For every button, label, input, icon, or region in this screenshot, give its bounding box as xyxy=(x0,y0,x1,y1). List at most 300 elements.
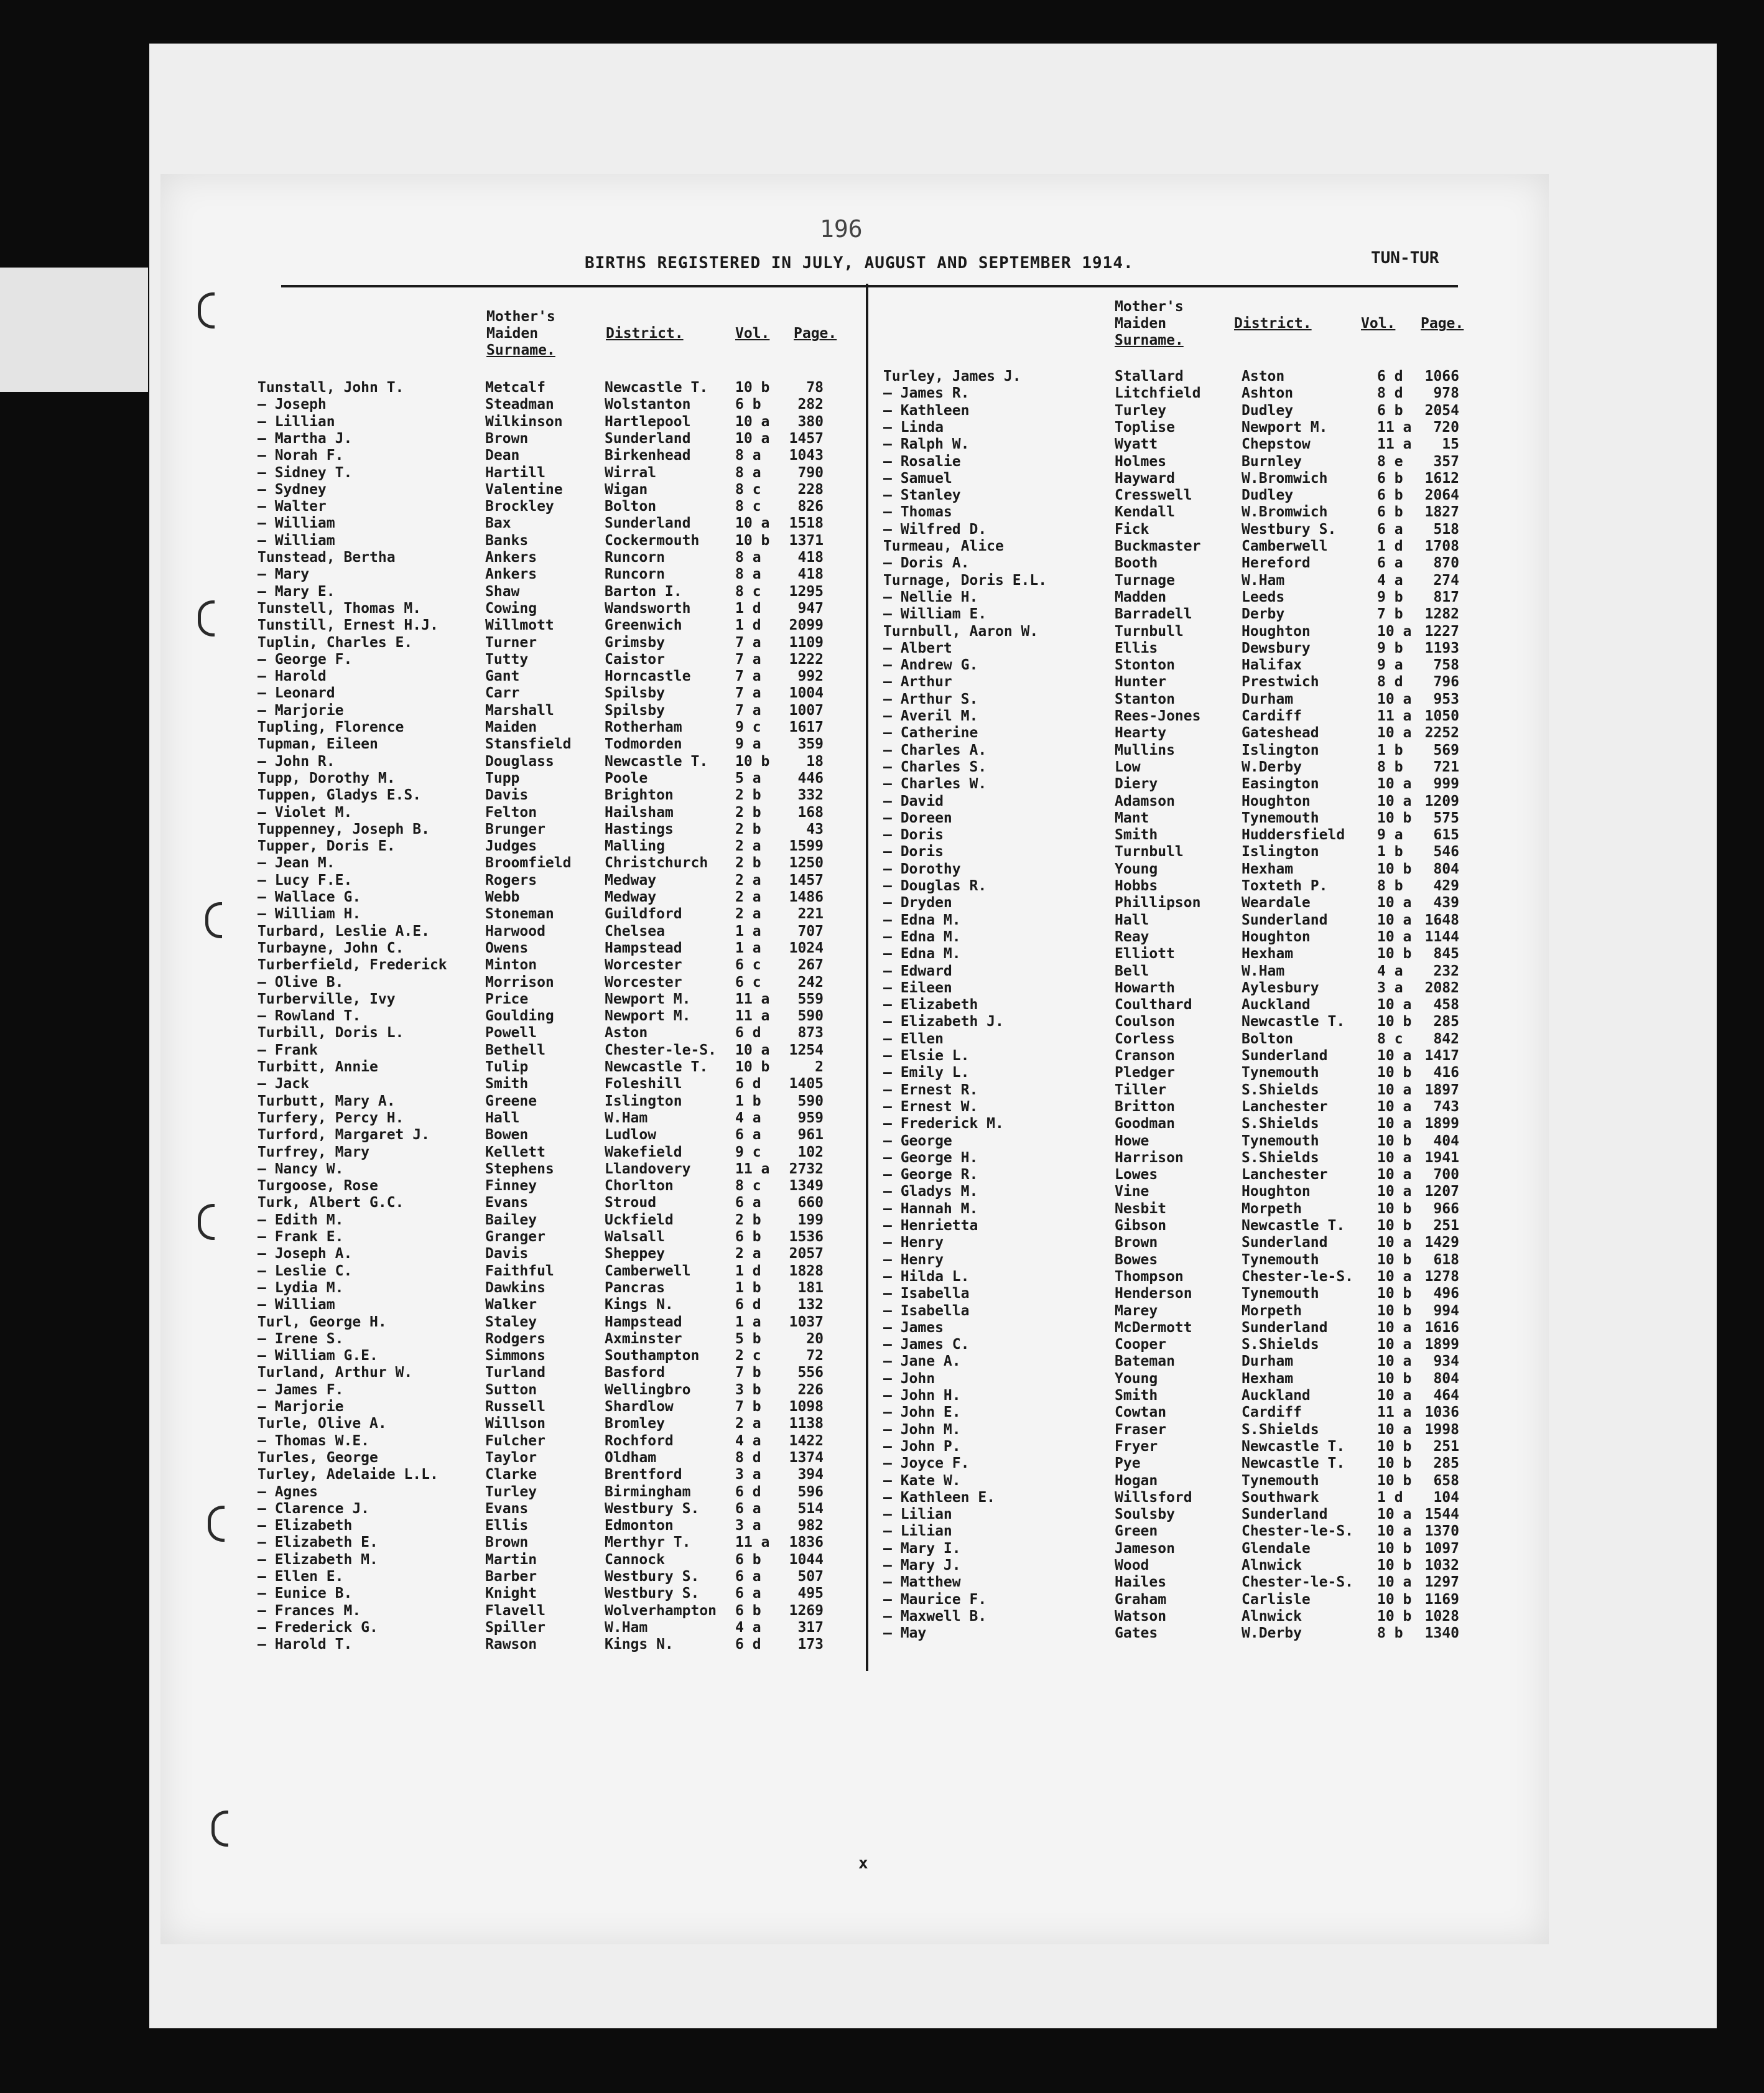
entry-page: 251 xyxy=(1433,1218,1459,1234)
entry-maiden-surname: Watson xyxy=(1115,1608,1167,1625)
entry-page: 1138 xyxy=(789,1415,824,1432)
entry-vol: 4 a xyxy=(735,1620,761,1636)
entry-vol: 10 a xyxy=(735,431,770,447)
header-line: Surname. xyxy=(1115,332,1184,348)
entry-district: Todmorden xyxy=(605,736,682,752)
entry-page: 199 xyxy=(797,1212,824,1228)
page-number: 196 xyxy=(820,215,863,243)
entry-district: W.Ham xyxy=(1242,572,1285,589)
entry-district: Tynemouth xyxy=(1242,810,1319,826)
entry-name: — Kathleen xyxy=(883,403,970,419)
entry-vol: 10 b xyxy=(1377,1473,1412,1489)
entry-district: W.Derby xyxy=(1242,1625,1302,1641)
entry-name: — Frederick M. xyxy=(883,1116,1004,1132)
entry-district: Islington xyxy=(605,1093,682,1109)
entry-district: Medway xyxy=(605,872,657,888)
entry-page: 1007 xyxy=(789,702,824,719)
entry-district: Grimsby xyxy=(605,635,665,651)
entry-name: — John R. xyxy=(258,753,335,770)
entry-name: — Jane A. xyxy=(883,1353,961,1369)
entry-maiden-surname: Vine xyxy=(1115,1183,1149,1200)
entry-district: Hailsham xyxy=(605,804,674,821)
entry-name: Turberville, Ivy xyxy=(258,991,396,1007)
entry-maiden-surname: Willson xyxy=(485,1415,545,1432)
entry-district: Christchurch xyxy=(605,855,708,871)
entry-district: Chester-le-S. xyxy=(1242,1269,1354,1285)
entry-vol: 8 c xyxy=(735,482,761,498)
entry-page: 870 xyxy=(1433,555,1459,571)
entry-name: — Joseph A. xyxy=(258,1246,353,1262)
entry-district: Rochford xyxy=(605,1433,674,1449)
entry-vol: 5 b xyxy=(735,1331,761,1347)
entry-district: Durham xyxy=(1242,691,1294,707)
entry-maiden-surname: Lowes xyxy=(1115,1167,1158,1183)
entry-name: — William H. xyxy=(258,906,361,922)
entry-maiden-surname: Dean xyxy=(485,447,520,464)
entry-name: — Edith M. xyxy=(258,1212,344,1228)
entry-district: Worcester xyxy=(605,957,682,973)
entry-name: — James C. xyxy=(883,1336,970,1353)
entry-page: 947 xyxy=(797,600,824,617)
entry-vol: 10 b xyxy=(1377,1608,1412,1625)
entry-maiden-surname: Hearty xyxy=(1115,725,1167,741)
entry-maiden-surname: Metcalf xyxy=(485,380,545,396)
entry-district: Durham xyxy=(1242,1353,1294,1369)
entry-vol: 10 a xyxy=(1377,912,1412,928)
entry-district: W.Ham xyxy=(1242,963,1285,979)
entry-maiden-surname: Smith xyxy=(1115,827,1158,843)
entry-page: 43 xyxy=(806,821,824,837)
entry-name: — George xyxy=(883,1133,952,1149)
entry-name: Turl, George H. xyxy=(258,1314,387,1330)
entry-page: 1405 xyxy=(789,1076,824,1092)
entry-maiden-surname: Flavell xyxy=(485,1603,545,1619)
entry-name: — Marjorie xyxy=(258,702,344,719)
entry-name: — Dorothy xyxy=(883,861,961,877)
entry-vol: 6 a xyxy=(735,1569,761,1585)
header-mothers-maiden-surname xyxy=(1115,299,1184,349)
entry-page: 232 xyxy=(1433,963,1459,979)
entry-vol: 10 a xyxy=(1377,1269,1412,1285)
entry-vol: 10 b xyxy=(1377,810,1412,826)
entry-district: Llandovery xyxy=(605,1161,691,1177)
entry-district: Wellingbro xyxy=(605,1382,691,1398)
entry-district: Burnley xyxy=(1242,454,1302,470)
entry-maiden-surname: Owens xyxy=(485,940,529,956)
entry-maiden-surname: Morrison xyxy=(485,974,554,991)
entry-maiden-surname: Judges xyxy=(485,838,537,854)
entry-maiden-surname: Taylor xyxy=(485,1450,537,1466)
entry-page: 181 xyxy=(797,1280,824,1296)
entry-vol: 10 b xyxy=(1377,1201,1412,1217)
entry-page: 1536 xyxy=(789,1229,824,1245)
entry-maiden-surname: Cranson xyxy=(1115,1048,1175,1064)
entry-district: Lanchester xyxy=(1242,1167,1328,1183)
entry-page: 418 xyxy=(797,566,824,582)
entry-name: — William E. xyxy=(883,606,987,622)
entry-page: 1207 xyxy=(1424,1183,1459,1200)
entry-name: — Samuel xyxy=(883,470,952,487)
entry-vol: 10 a xyxy=(735,515,770,531)
entry-name: — Elsie L. xyxy=(883,1048,970,1064)
entry-page: 934 xyxy=(1433,1353,1459,1369)
entry-district: Wirral xyxy=(605,465,657,481)
entry-maiden-surname: Kendall xyxy=(1115,504,1175,520)
entry-district: Sunderland xyxy=(1242,912,1328,928)
entry-maiden-surname: Bateman xyxy=(1115,1353,1175,1369)
entry-vol: 6 c xyxy=(735,957,761,973)
entry-name: — Eileen xyxy=(883,980,952,996)
entry-vol: 10 b xyxy=(1377,1285,1412,1302)
entry-maiden-surname: Holmes xyxy=(1115,454,1167,470)
entry-page: 1169 xyxy=(1424,1592,1459,1608)
entry-page: 168 xyxy=(797,804,824,821)
entry-district: Wandsworth xyxy=(605,600,691,617)
entry-vol: 9 b xyxy=(1377,589,1403,605)
entry-name: — Lucy F.E. xyxy=(258,872,353,888)
entry-name: — Ernest W. xyxy=(883,1099,978,1115)
entry-page: 282 xyxy=(797,396,824,413)
entry-district: Greenwich xyxy=(605,617,682,633)
entry-name: — Elizabeth E. xyxy=(258,1534,378,1550)
entry-vol: 10 b xyxy=(1377,1557,1412,1573)
entry-name: — Lydia M. xyxy=(258,1280,344,1296)
entry-page: 78 xyxy=(806,380,824,396)
entry-name: — William xyxy=(258,515,335,531)
entry-page: 845 xyxy=(1433,946,1459,962)
entry-vol: 8 d xyxy=(1377,674,1403,690)
entry-name: — Elizabeth xyxy=(883,997,978,1013)
header-vol xyxy=(1361,315,1395,332)
entry-name: — Matthew xyxy=(883,1574,961,1590)
entry-vol: 9 a xyxy=(735,736,761,752)
entry-page: 514 xyxy=(797,1501,824,1517)
entry-maiden-surname: Gibson xyxy=(1115,1218,1167,1234)
entry-district: S.Shields xyxy=(1242,1082,1319,1098)
entry-vol: 6 a xyxy=(735,1501,761,1517)
entry-vol: 8 e xyxy=(1377,454,1403,470)
entry-maiden-surname: Maiden xyxy=(485,719,537,735)
entry-maiden-surname: Graham xyxy=(1115,1592,1167,1608)
entry-district: Sunderland xyxy=(1242,1506,1328,1522)
entry-maiden-surname: Ankers xyxy=(485,566,537,582)
entry-name: — John E. xyxy=(883,1404,961,1420)
entry-vol: 6 a xyxy=(1377,521,1403,538)
entry-maiden-surname: Douglass xyxy=(485,753,554,770)
entry-page: 999 xyxy=(1433,776,1459,792)
entry-page: 1899 xyxy=(1424,1336,1459,1353)
entry-district: Tynemouth xyxy=(1242,1252,1319,1268)
entry-vol: 10 a xyxy=(1377,1320,1412,1336)
entry-district: Cannock xyxy=(605,1552,665,1568)
entry-maiden-surname: Fryer xyxy=(1115,1438,1158,1455)
entry-name: — William xyxy=(258,533,335,549)
entry-maiden-surname: Turnbull xyxy=(1115,844,1184,860)
entry-district: Horncastle xyxy=(605,668,691,684)
entry-vol: 10 a xyxy=(1377,1150,1412,1166)
entry-district: Barton I. xyxy=(605,584,682,600)
entry-district: Houghton xyxy=(1242,929,1311,945)
header-mothers-maiden-surname xyxy=(486,309,555,359)
entry-district: Morpeth xyxy=(1242,1303,1302,1319)
entry-page: 20 xyxy=(806,1331,824,1347)
entry-page: 2099 xyxy=(789,617,824,633)
entry-maiden-surname: Hayward xyxy=(1115,470,1175,487)
entry-district: S.Shields xyxy=(1242,1116,1319,1132)
entry-name: — Ellen E. xyxy=(258,1569,344,1585)
entry-maiden-surname: Broomfield xyxy=(485,855,572,871)
entry-name: Turfery, Percy H. xyxy=(258,1110,404,1126)
entry-district: Sunderland xyxy=(605,431,691,447)
entry-page: 221 xyxy=(797,906,824,922)
entry-vol: 2 b xyxy=(735,787,761,803)
entry-district: Derby xyxy=(1242,606,1285,622)
entry-name: — Arthur xyxy=(883,674,952,690)
entry-page: 518 xyxy=(1433,521,1459,538)
entry-maiden-surname: Tulip xyxy=(485,1059,529,1075)
entry-page: 1616 xyxy=(1424,1320,1459,1336)
entry-vol: 8 d xyxy=(1377,385,1403,401)
entry-vol: 6 a xyxy=(735,1195,761,1211)
entry-page: 1429 xyxy=(1424,1234,1459,1251)
entry-name: — Marjorie xyxy=(258,1399,344,1415)
entry-district: Islington xyxy=(1242,844,1319,860)
entry-district: Brighton xyxy=(605,787,674,803)
entry-maiden-surname: Marey xyxy=(1115,1303,1158,1319)
entry-maiden-surname: Wilkinson xyxy=(485,414,563,430)
entry-page: 596 xyxy=(797,1484,824,1500)
entry-maiden-surname: Barradell xyxy=(1115,606,1192,622)
entry-page: 966 xyxy=(1433,1201,1459,1217)
entry-vol: 10 b xyxy=(735,753,770,770)
entry-maiden-surname: Powell xyxy=(485,1025,537,1041)
entry-maiden-surname: Fulcher xyxy=(485,1433,545,1449)
entry-maiden-surname: Stoneman xyxy=(485,906,554,922)
footer-mark: x xyxy=(858,1854,868,1873)
entry-maiden-surname: Bowes xyxy=(1115,1252,1158,1268)
entry-district: Auckland xyxy=(1242,1387,1311,1404)
entry-name: — Frances M. xyxy=(258,1603,361,1619)
entry-vol: 3 a xyxy=(735,1466,761,1483)
entry-vol: 8 b xyxy=(1377,759,1403,775)
entry-vol: 10 b xyxy=(1377,1303,1412,1319)
entry-vol: 6 d xyxy=(735,1025,761,1041)
header-line: Surname. xyxy=(486,342,555,358)
entry-vol: 3 a xyxy=(1377,980,1403,996)
entry-district: Houghton xyxy=(1242,793,1311,809)
entry-vol: 3 b xyxy=(735,1382,761,1398)
entry-maiden-surname: Webb xyxy=(485,889,520,905)
entry-vol: 10 a xyxy=(1377,1048,1412,1064)
entry-district: Southwark xyxy=(1242,1489,1319,1506)
entry-name: — Elizabeth J. xyxy=(883,1014,1004,1030)
entry-maiden-surname: Coulson xyxy=(1115,1014,1175,1030)
entry-district: Westbury S. xyxy=(605,1569,700,1585)
entry-vol: 10 a xyxy=(1377,1099,1412,1115)
entry-name: — Isabella xyxy=(883,1285,970,1302)
entry-district: Camberwell xyxy=(1242,538,1328,554)
entry-district: Wolverhampton xyxy=(605,1603,717,1619)
entry-maiden-surname: Stanton xyxy=(1115,691,1175,707)
entry-page: 72 xyxy=(806,1348,824,1364)
header-district xyxy=(606,325,684,342)
entry-maiden-surname: Willmott xyxy=(485,617,554,633)
entry-maiden-surname: Jameson xyxy=(1115,1541,1175,1557)
entry-page: 394 xyxy=(797,1466,824,1483)
entry-maiden-surname: Phillipson xyxy=(1115,895,1201,911)
entry-vol: 10 a xyxy=(1377,1523,1412,1539)
entry-vol: 9 a xyxy=(1377,657,1403,673)
entry-maiden-surname: Elliott xyxy=(1115,946,1175,962)
entry-page: 285 xyxy=(1433,1014,1459,1030)
entry-vol: 2 a xyxy=(735,838,761,854)
entry-district: Malling xyxy=(605,838,665,854)
entry-maiden-surname: Stallard xyxy=(1115,368,1184,385)
entry-name: Turles, George xyxy=(258,1450,378,1466)
header-vol xyxy=(735,325,769,342)
entry-district: Tynemouth xyxy=(1242,1473,1319,1489)
entry-district: Spilsby xyxy=(605,702,665,719)
entry-vol: 6 b xyxy=(1377,470,1403,487)
entry-maiden-surname: Hogan xyxy=(1115,1473,1158,1489)
page-title: BIRTHS REGISTERED IN JULY, AUGUST AND SEPTEMBER 1914. xyxy=(585,254,1134,273)
entry-maiden-surname: Bailey xyxy=(485,1212,537,1228)
entry-vol: 8 b xyxy=(1377,878,1403,894)
entry-page: 1098 xyxy=(789,1399,824,1415)
entry-page: 1209 xyxy=(1424,793,1459,809)
entry-district: Runcorn xyxy=(605,566,665,582)
entry-vol: 2 a xyxy=(735,1246,761,1262)
entry-vol: 11 a xyxy=(735,991,770,1007)
entry-name: — May xyxy=(883,1625,927,1641)
entry-page: 1340 xyxy=(1424,1625,1459,1641)
entry-district: Leeds xyxy=(1242,589,1285,605)
entry-district: Chester-le-S. xyxy=(1242,1523,1354,1539)
entry-name: — Mary J. xyxy=(883,1557,961,1573)
entry-name: — Leslie C. xyxy=(258,1263,353,1279)
entry-page: 953 xyxy=(1433,691,1459,707)
entry-vol: 10 a xyxy=(1377,1336,1412,1353)
entry-district: Westbury S. xyxy=(605,1501,700,1517)
entry-maiden-surname: Wood xyxy=(1115,1557,1149,1573)
entry-page: 1278 xyxy=(1424,1269,1459,1285)
entry-maiden-surname: Clarke xyxy=(485,1466,537,1483)
header-rule xyxy=(281,285,1458,287)
entry-page: 590 xyxy=(797,1093,824,1109)
entry-district: Aylesbury xyxy=(1242,980,1319,996)
entry-page: 1457 xyxy=(789,431,824,447)
entry-page: 721 xyxy=(1433,759,1459,775)
entry-maiden-surname: Smith xyxy=(1115,1387,1158,1404)
entry-name: Turford, Margaret J. xyxy=(258,1127,430,1143)
entry-vol: 1 d xyxy=(735,600,761,617)
entry-maiden-surname: Britton xyxy=(1115,1099,1175,1115)
entry-district: Halifax xyxy=(1242,657,1302,673)
entry-name: Turbutt, Mary A. xyxy=(258,1093,396,1109)
entry-district: S.Shields xyxy=(1242,1336,1319,1353)
page-index-range: TUN-TUR xyxy=(1371,249,1439,268)
header-vol-text: Vol. xyxy=(1361,315,1396,332)
entry-name: — George F. xyxy=(258,651,353,668)
entry-page: 1043 xyxy=(789,447,824,464)
entry-maiden-surname: Cowing xyxy=(485,600,537,617)
entry-name: — Mary I. xyxy=(883,1541,961,1557)
entry-name: — Lillian xyxy=(258,414,335,430)
entry-district: Westbury S. xyxy=(1242,521,1337,538)
entry-name: — Kate W. xyxy=(883,1473,961,1489)
entry-vol: 10 a xyxy=(1377,776,1412,792)
entry-vol: 2 b xyxy=(735,804,761,821)
entry-maiden-surname: Low xyxy=(1115,759,1141,775)
entry-maiden-surname: Faithful xyxy=(485,1263,554,1279)
entry-vol: 1 a xyxy=(735,923,761,939)
entry-name: — Wallace G. xyxy=(258,889,361,905)
entry-page: 18 xyxy=(806,753,824,770)
entry-maiden-surname: Litchfield xyxy=(1115,385,1201,401)
entry-name: — Emily L. xyxy=(883,1065,970,1081)
entry-district: Hexham xyxy=(1242,1371,1294,1387)
entry-district: W.Derby xyxy=(1242,759,1302,775)
entry-maiden-surname: Turner xyxy=(485,635,537,651)
entry-name: — William xyxy=(258,1297,335,1313)
entry-vol: 10 a xyxy=(1377,1506,1412,1522)
entry-page: 618 xyxy=(1433,1252,1459,1268)
entry-name: — William G.E. xyxy=(258,1348,378,1364)
entry-name: — Lilian xyxy=(883,1506,952,1522)
entry-maiden-surname: Gates xyxy=(1115,1625,1158,1641)
entry-vol: 6 b xyxy=(1377,487,1403,503)
header-line: Mother's xyxy=(1115,299,1184,315)
entry-vol: 10 a xyxy=(1377,929,1412,945)
entry-district: Newcastle T. xyxy=(605,380,708,396)
entry-maiden-surname: Hailes xyxy=(1115,1574,1167,1590)
entry-vol: 6 b xyxy=(735,1229,761,1245)
entry-vol: 6 a xyxy=(1377,555,1403,571)
entry-maiden-surname: Harrison xyxy=(1115,1150,1184,1166)
entry-page: 961 xyxy=(797,1127,824,1143)
entry-name: — Mary E. xyxy=(258,584,335,600)
entry-vol: 2 a xyxy=(735,889,761,905)
entry-page: 994 xyxy=(1433,1303,1459,1319)
entry-vol: 10 b xyxy=(1377,1371,1412,1387)
entry-page: 228 xyxy=(797,482,824,498)
entry-page: 556 xyxy=(797,1364,824,1381)
entry-name: — Charles W. xyxy=(883,776,987,792)
entry-name: — Isabella xyxy=(883,1303,970,1319)
entry-name: — Averil M. xyxy=(883,708,978,724)
entry-vol: 2 a xyxy=(735,872,761,888)
entry-district: Newcastle T. xyxy=(605,753,708,770)
entry-name: — Norah F. xyxy=(258,447,344,464)
entry-vol: 6 b xyxy=(1377,403,1403,419)
entry-vol: 6 d xyxy=(735,1076,761,1092)
entry-name: — Doris xyxy=(883,827,944,843)
entry-page: 804 xyxy=(1433,861,1459,877)
entry-name: Turberfield, Frederick xyxy=(258,957,447,973)
entry-district: Newport M. xyxy=(605,991,691,1007)
entry-maiden-surname: Martin xyxy=(485,1552,537,1568)
entry-district: Alnwick xyxy=(1242,1557,1302,1573)
entry-page: 267 xyxy=(797,957,824,973)
entry-name: — Irene S. xyxy=(258,1331,344,1347)
entry-maiden-surname: Soulsby xyxy=(1115,1506,1175,1522)
entry-maiden-surname: Steadman xyxy=(485,396,554,413)
entry-name: — James F. xyxy=(258,1382,344,1398)
entry-district: Aston xyxy=(605,1025,648,1041)
entry-name: Turle, Olive A. xyxy=(258,1415,387,1432)
entry-maiden-surname: Thompson xyxy=(1115,1269,1184,1285)
entry-district: Newport M. xyxy=(605,1008,691,1024)
